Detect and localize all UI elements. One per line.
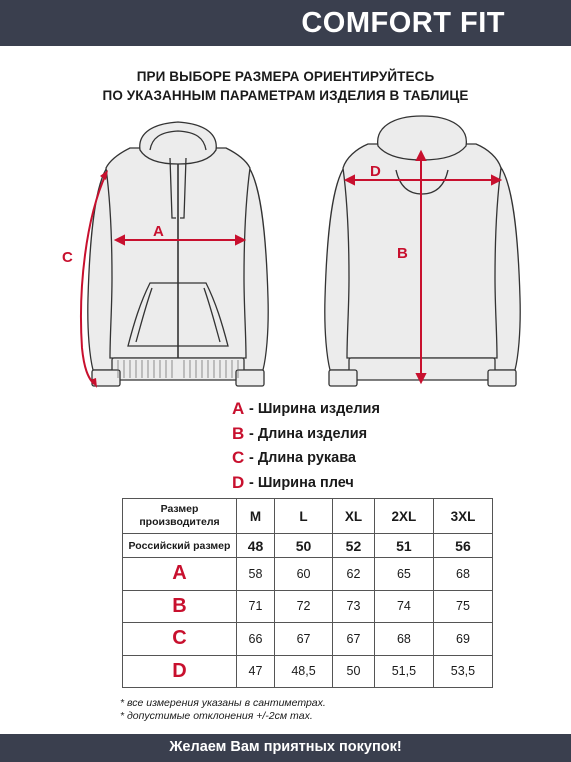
ru-size-cell: 50 (274, 534, 332, 558)
size-header-cell: 2XL (374, 499, 433, 534)
value-cell: 75 (433, 590, 492, 623)
legend-text: Длина изделия (257, 425, 368, 442)
legend-text: Ширина изделия (257, 401, 380, 418)
ru-size-cell: 52 (333, 534, 375, 558)
header-label-line2: производителя (139, 516, 220, 528)
size-header-cell: XL (333, 499, 375, 534)
row-label: D (123, 655, 237, 688)
footer-bar (0, 734, 571, 762)
row-label: B (123, 590, 237, 623)
value-cell: 53,5 (433, 655, 492, 688)
ru-size-row (123, 534, 493, 558)
legend-dash: - (249, 401, 254, 418)
table-header-row (123, 499, 493, 534)
size-header-cell: L (274, 499, 332, 534)
row-label: C (123, 623, 237, 656)
note-tolerance: * допустимые отклонения +/-2см max. (120, 710, 313, 722)
row-label: A (123, 558, 237, 591)
ru-size-cell: 56 (433, 534, 492, 558)
value-cell: 50 (333, 655, 375, 688)
value-cell: 60 (274, 558, 332, 591)
size-header-cell: 3XL (433, 499, 492, 534)
hoodie-front (88, 122, 268, 386)
legend-text: Длина рукава (257, 450, 356, 467)
value-cell: 68 (433, 558, 492, 591)
value-cell: 58 (237, 558, 275, 591)
note-units: * все измерения указаны в сантиметрах. (120, 697, 326, 709)
instruction-line-1: ПРИ ВЫБОРЕ РАЗМЕРА ОРИЕНТИРУЙТЕСЬ (136, 69, 435, 84)
value-cell: 68 (374, 623, 433, 656)
value-cell: 69 (433, 623, 492, 656)
instruction-line-2: ПО УКАЗАННЫМ ПАРАМЕТРАМ ИЗДЕЛИЯ В ТАБЛИЦЕ (102, 88, 469, 103)
value-cell: 48,5 (274, 655, 332, 688)
table-row (123, 623, 493, 656)
label-b: B (397, 245, 408, 262)
footer-message: Желаем Вам приятных покупок! (169, 739, 402, 755)
legend-letter: B (232, 423, 245, 443)
ru-size-cell: 48 (237, 534, 275, 558)
value-cell: 72 (274, 590, 332, 623)
legend-letter: C (232, 448, 245, 468)
value-cell: 65 (374, 558, 433, 591)
size-header-cell: M (237, 499, 275, 534)
legend-dash: - (249, 425, 254, 442)
legend-text: Ширина плеч (257, 474, 354, 491)
value-cell: 67 (274, 623, 332, 656)
label-a: A (153, 223, 164, 240)
table-row (123, 655, 493, 688)
header-label-line1: Размер (160, 503, 199, 515)
legend-letter: A (232, 399, 245, 419)
value-cell: 51,5 (374, 655, 433, 688)
legend-letter: D (232, 472, 245, 492)
legend-item (232, 471, 380, 496)
hoodie-illustration (0, 108, 571, 398)
value-cell: 66 (237, 623, 275, 656)
header-label-cell (123, 499, 237, 534)
legend-dash: - (249, 474, 254, 491)
value-cell: 47 (237, 655, 275, 688)
table-row (123, 558, 493, 591)
ru-size-cell: 51 (374, 534, 433, 558)
ru-label-cell: Российский размер (123, 534, 237, 558)
value-cell: 74 (374, 590, 433, 623)
value-cell: 62 (333, 558, 375, 591)
value-cell: 71 (237, 590, 275, 623)
header-bar (0, 0, 571, 46)
size-table (122, 498, 493, 688)
legend-item (232, 397, 380, 422)
value-cell: 73 (333, 590, 375, 623)
value-cell: 67 (333, 623, 375, 656)
legend (232, 397, 380, 495)
brand-title: COMFORT FIT (301, 7, 505, 39)
legend-item (232, 422, 380, 447)
label-d: D (370, 163, 381, 180)
legend-dash: - (249, 450, 254, 467)
legend-item (232, 446, 380, 471)
label-c: C (62, 249, 73, 266)
table-row (123, 590, 493, 623)
